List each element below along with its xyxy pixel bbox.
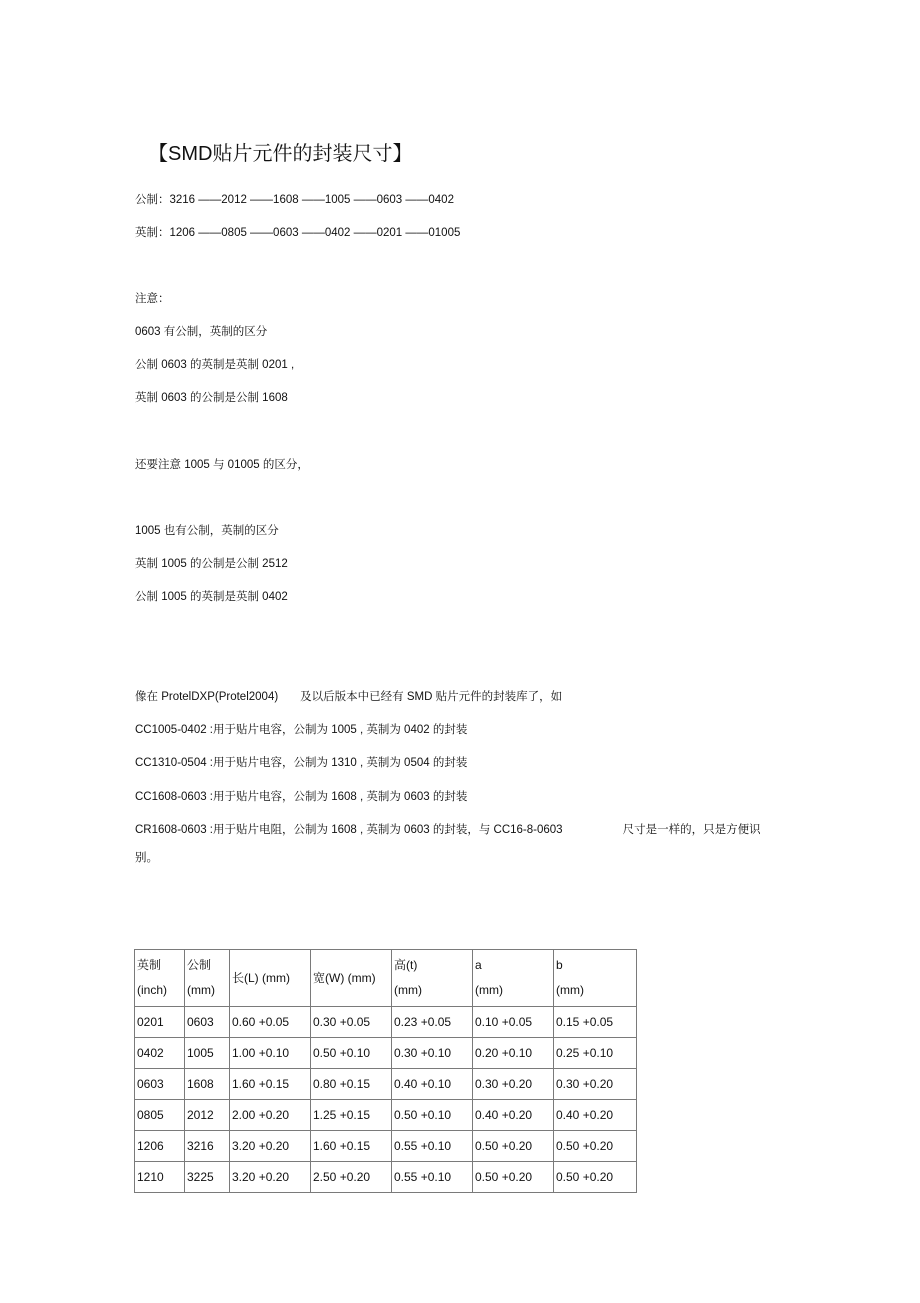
table-cell: 0402 [135,1038,185,1069]
footprint-item [135,822,761,838]
table-cell: 0.30 +0.05 [311,1007,392,1038]
table-cell: 0.50 +0.20 [554,1131,637,1162]
table-cell: 0.25 +0.10 [554,1038,637,1069]
table-cell: 0.60 +0.05 [230,1007,311,1038]
table-cell: 3216 [185,1131,230,1162]
table-cell: 0.23 +0.05 [392,1007,473,1038]
table-cell: 1206 [135,1131,185,1162]
note-heading: 注意： [135,293,170,305]
table-cell: 0.20 +0.10 [473,1038,554,1069]
table-row [135,1131,637,1162]
note-line: 还要注意 1005 与 01005 的区分， [135,459,309,471]
metric-sequence-line: 公制：3216 ——2012 ——1608 ——1005 ——0603 ——0402 [135,194,454,206]
table-cell: 0.80 +0.15 [311,1069,392,1100]
header-cell-length: 长(L) (mm) [230,950,311,1007]
table-cell: 0.15 +0.05 [554,1007,637,1038]
footprint-item: CC1608-0603 :用于贴片电容，公制为 1608 , 英制为 0603 的封装 [135,791,468,803]
table-cell: 0201 [135,1007,185,1038]
table-cell: 0.40 +0.20 [554,1100,637,1131]
table-cell: 1.60 +0.15 [311,1131,392,1162]
table-cell: 0.30 +0.20 [473,1069,554,1100]
note-line: 英制 1005 的公制是公制 2512 [135,558,288,570]
header-cell-b: b (mm) [554,950,637,1007]
footprint-item: CC1005-0402 :用于贴片电容，公制为 1005 , 英制为 0402 的封装 [135,724,468,736]
note-line: 公制 0603 的英制是英制 0201 , [135,359,295,371]
note-line: 英制 0603 的公制是公制 1608 [135,392,288,404]
table-cell: 0603 [185,1007,230,1038]
table-cell: 0805 [135,1100,185,1131]
smd-size-table [134,949,637,1193]
table-cell: 1.25 +0.15 [311,1100,392,1131]
table-row [135,1038,637,1069]
header-cell-a: a (mm) [473,950,554,1007]
table-cell: 1608 [185,1069,230,1100]
table-row [135,1069,637,1100]
table-cell: 0.55 +0.10 [392,1162,473,1193]
footprint-item: CC1310-0504 :用于贴片电容，公制为 1310 , 英制为 0504 的封装 [135,757,468,769]
table-cell: 0.30 +0.20 [554,1069,637,1100]
table-header-row [135,950,637,1007]
table-cell: 3.20 +0.20 [230,1131,311,1162]
note-line: 0603 有公制，英制的区分 [135,326,268,338]
table-cell: 2.00 +0.20 [230,1100,311,1131]
library-intro-part-b: 及以后版本中已经有 SMD 贴片元件的封装库了，如 [300,691,563,703]
table-cell: 0.40 +0.10 [392,1069,473,1100]
table-cell: 3225 [185,1162,230,1193]
table-cell: 0.55 +0.10 [392,1131,473,1162]
header-cell-height: 高(t) (mm) [392,950,473,1007]
table-cell: 2.50 +0.20 [311,1162,392,1193]
footprint-item-part-b: 尺寸是一样的，只是方便识 [622,824,761,836]
library-intro-part-a: 像在 ProtelDXP(Protel2004) [135,691,279,703]
footprint-item-part-a: CR1608-0603 :用于贴片电阻，公制为 1608 , 英制为 0603 的封装，与 CC16-8-0603 [135,824,563,836]
page-title: 【SMD贴片元件的封装尺寸】 [148,143,413,165]
table-cell: 0.50 +0.20 [554,1162,637,1193]
table-cell: 0.30 +0.10 [392,1038,473,1069]
header-cell-inch: 英制 (inch) [135,950,185,1007]
table-row [135,1162,637,1193]
table-cell: 0603 [135,1069,185,1100]
table-row [135,1007,637,1038]
imperial-sequence-line: 英制：1206 ——0805 ——0603 ——0402 ——0201 ——01005 [135,227,461,239]
table-cell: 0.50 +0.10 [311,1038,392,1069]
table-cell: 1210 [135,1162,185,1193]
table-cell: 2012 [185,1100,230,1131]
table-row [135,1100,637,1131]
table-cell: 0.10 +0.05 [473,1007,554,1038]
table-cell: 1.00 +0.10 [230,1038,311,1069]
header-cell-mm: 公制 (mm) [185,950,230,1007]
table-cell: 1005 [185,1038,230,1069]
note-line: 公制 1005 的英制是英制 0402 [135,591,288,603]
table-cell: 3.20 +0.20 [230,1162,311,1193]
table-cell: 1.60 +0.15 [230,1069,311,1100]
note-line: 1005 也有公制，英制的区分 [135,525,279,537]
library-intro-line [135,689,562,705]
footprint-item-continuation: 别。 [135,852,158,864]
table-cell: 0.50 +0.20 [473,1162,554,1193]
table-cell: 0.40 +0.20 [473,1100,554,1131]
table-cell: 0.50 +0.10 [392,1100,473,1131]
table-cell: 0.50 +0.20 [473,1131,554,1162]
header-cell-width: 宽(W) (mm) [311,950,392,1007]
